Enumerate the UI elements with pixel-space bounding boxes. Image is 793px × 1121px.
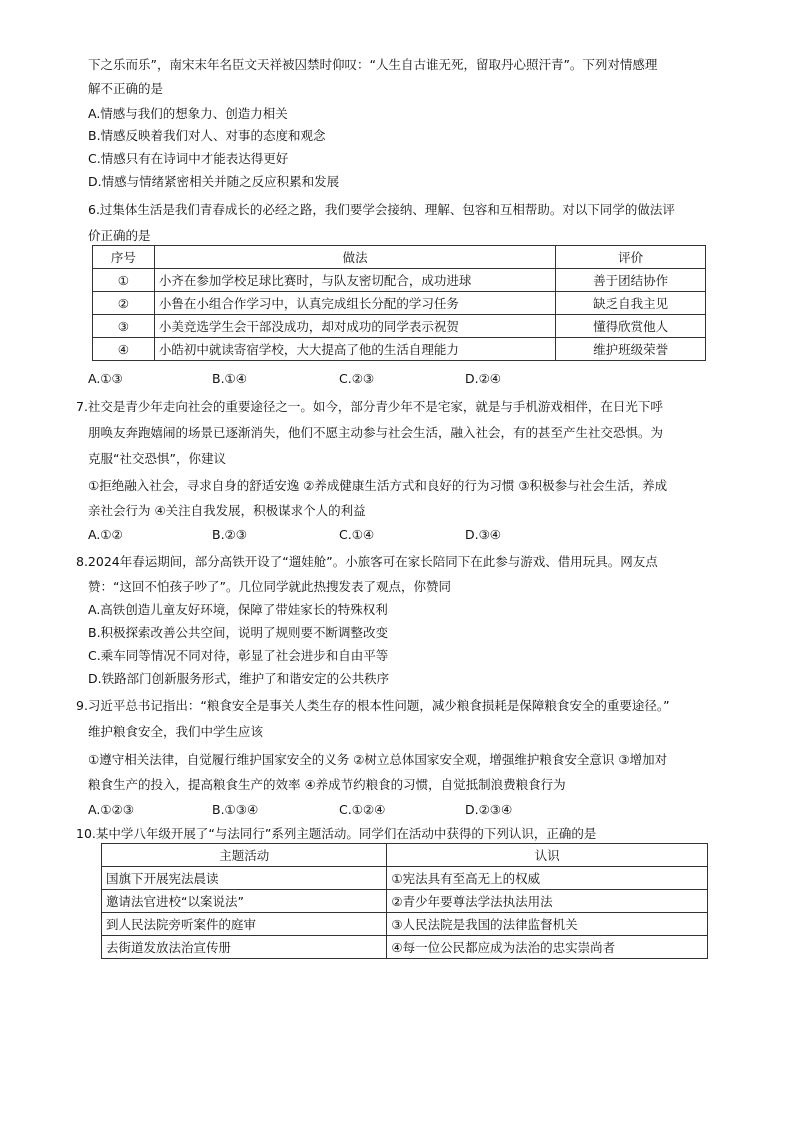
q7-option-d: D.③④ bbox=[465, 527, 502, 542]
q10-header-understanding: 认识 bbox=[387, 844, 708, 867]
q6-header-index: 序号 bbox=[93, 246, 155, 269]
q10-cell-activity: 去街道发放法治宣传册 bbox=[102, 936, 387, 959]
q10-cell-activity: 国旗下开展宪法晨读 bbox=[102, 867, 387, 890]
q10-cell-activity: 邀请法官进校“以案说法” bbox=[102, 890, 387, 913]
q7-stem-line-3: 克服“社交恐惧”，你建议 bbox=[88, 451, 226, 466]
q7-option-b: B.②③ bbox=[212, 527, 247, 542]
q6-cell-index: ③ bbox=[93, 315, 155, 338]
table-row bbox=[102, 913, 708, 936]
q7-option-c: C.①④ bbox=[339, 527, 375, 542]
table-row bbox=[102, 936, 708, 959]
q6-header-practice: 做法 bbox=[154, 246, 556, 269]
q7-options bbox=[88, 526, 708, 544]
q6-cell-index: ④ bbox=[93, 338, 155, 361]
q6-table bbox=[92, 245, 706, 361]
q8-option-d: D.铁路部门创新服务形式，维护了和谐安定的公共秩序 bbox=[88, 671, 390, 686]
q9-statement-line-2: 粮食生产的投入，提高粮食生产的效率 ④养成节约粮食的习惯，自觉抵制浪费粮食行为 bbox=[88, 777, 566, 792]
table-row bbox=[93, 292, 706, 315]
q9-options bbox=[88, 801, 708, 819]
q6-options bbox=[88, 370, 708, 388]
table-row bbox=[102, 890, 708, 913]
q6-cell-practice: 小鲁在小组合作学习中，认真完成组长分配的学习任务 bbox=[154, 292, 556, 315]
q10-cell-understanding: ③人民法院是我国的法律监督机关 bbox=[387, 913, 708, 936]
q5-option-c: C.情感只有在诗词中才能表达得更好 bbox=[88, 151, 289, 166]
q6-cell-evaluation: 维护班级荣誉 bbox=[556, 338, 706, 361]
table-row bbox=[102, 867, 708, 890]
q8-stem-line-1: 8.2024年春运期间，部分高铁开设了“遛娃舱”。小旅客可在家长陪同下在此参与游戏、借用玩具。网友点 bbox=[76, 554, 658, 569]
q5-stem-line-1: 下之乐而乐”，南宋末年名臣文天祥被囚禁时仰叹：“人生自古谁无死，留取丹心照汗青”。下列对情感理 bbox=[88, 57, 658, 72]
q6-cell-index: ① bbox=[93, 269, 155, 292]
q6-table-header-row bbox=[93, 246, 706, 269]
q6-cell-evaluation: 懂得欣赏他人 bbox=[556, 315, 706, 338]
q7-option-a: A.①② bbox=[88, 527, 123, 542]
q6-stem-line-2: 价正确的是 bbox=[88, 228, 151, 243]
table-row bbox=[93, 269, 706, 292]
q7-stem-line-1: 7.社交是青少年走向社会的重要途径之一。如今，部分青少年不是宅家，就是与手机游戏相伴，在日光下呼 bbox=[76, 399, 663, 414]
q10-header-activity: 主题活动 bbox=[102, 844, 387, 867]
q7-statement-line-2: 亲社会行为 ④关注自我发展，积极谋求个人的利益 bbox=[88, 503, 366, 518]
q9-stem-line-1: 9.习近平总书记指出：“粮食安全是事关人类生存的根本性问题，减少粮食损耗是保障粮食安全的重要途径。” bbox=[76, 698, 670, 713]
q6-stem-line-1: 6.过集体生活是我们青春成长的必经之路，我们要学会接纳、理解、包容和互相帮助。对以下同学的做法评 bbox=[88, 202, 675, 217]
table-row bbox=[93, 315, 706, 338]
q9-statement-line-1: ①遵守相关法律，自觉履行维护国家安全的义务 ②树立总体国家安全观，增强维护粮食安全意识 ③增加对 bbox=[88, 752, 668, 767]
q5-option-b: B.情感反映着我们对人、对事的态度和观念 bbox=[88, 128, 326, 143]
q9-stem-line-2: 维护粮食安全，我们中学生应该 bbox=[88, 724, 264, 739]
q6-option-d: D.②④ bbox=[465, 371, 502, 386]
q8-stem-line-2: 赞：“这回不怕孩子吵了”。几位同学就此热搜发表了观点，你赞同 bbox=[88, 579, 451, 594]
q8-option-a: A.高铁创造儿童友好环境，保障了带娃家长的特殊权利 bbox=[88, 602, 388, 617]
table-row bbox=[93, 338, 706, 361]
q5-option-d: D.情感与情绪紧密相关并随之反应积累和发展 bbox=[88, 174, 340, 189]
q10-cell-understanding: ②青少年要尊法学法执法用法 bbox=[387, 890, 708, 913]
q8-option-b: B.积极探索改善公共空间，说明了规则要不断调整改变 bbox=[88, 625, 389, 640]
q10-cell-understanding: ①宪法具有至高无上的权威 bbox=[387, 867, 708, 890]
q6-cell-practice: 小美竞选学生会干部没成功，却对成功的同学表示祝贺 bbox=[154, 315, 556, 338]
q5-option-a: A.情感与我们的想象力、创造力相关 bbox=[88, 106, 288, 121]
q7-statement-line-1: ①拒绝融入社会，寻求自身的舒适安逸 ②养成健康生活方式和良好的行为习惯 ③积极参与社会生活，养成 bbox=[88, 478, 668, 493]
q6-cell-evaluation: 善于团结协作 bbox=[556, 269, 706, 292]
q6-cell-evaluation: 缺乏自我主见 bbox=[556, 292, 706, 315]
q10-cell-understanding: ④每一位公民都应成为法治的忠实崇尚者 bbox=[387, 936, 708, 959]
q10-table bbox=[101, 843, 708, 959]
q10-stem: 10.某中学八年级开展了“与法同行”系列主题活动。同学们在活动中获得的下列认识，正确的是 bbox=[76, 826, 597, 841]
q6-option-a: A.①③ bbox=[88, 371, 123, 386]
q6-header-evaluation: 评价 bbox=[556, 246, 706, 269]
q6-cell-practice: 小齐在参加学校足球比赛时，与队友密切配合，成功进球 bbox=[154, 269, 556, 292]
q9-option-d: D.②③④ bbox=[465, 802, 513, 817]
q6-option-b: B.①④ bbox=[212, 371, 247, 386]
q9-option-b: B.①③④ bbox=[212, 802, 259, 817]
q6-cell-practice: 小皓初中就读寄宿学校，大大提高了他的生活自理能力 bbox=[154, 338, 556, 361]
q8-option-c: C.乘车同等情况不同对待，彰显了社会进步和自由平等 bbox=[88, 648, 389, 663]
q5-stem-line-2: 解不正确的是 bbox=[88, 81, 164, 96]
q6-option-c: C.②③ bbox=[339, 371, 375, 386]
q6-cell-index: ② bbox=[93, 292, 155, 315]
q10-table-header-row bbox=[102, 844, 708, 867]
q7-stem-line-2: 朋唤友奔跑嬉闹的场景已逐渐消失，他们不愿主动参与社会生活，融入社会，有的甚至产生社交恐惧。为 bbox=[88, 425, 664, 440]
q9-option-c: C.①②④ bbox=[339, 802, 386, 817]
q9-option-a: A.①②③ bbox=[88, 802, 134, 817]
q10-cell-activity: 到人民法院旁听案件的庭审 bbox=[102, 913, 387, 936]
